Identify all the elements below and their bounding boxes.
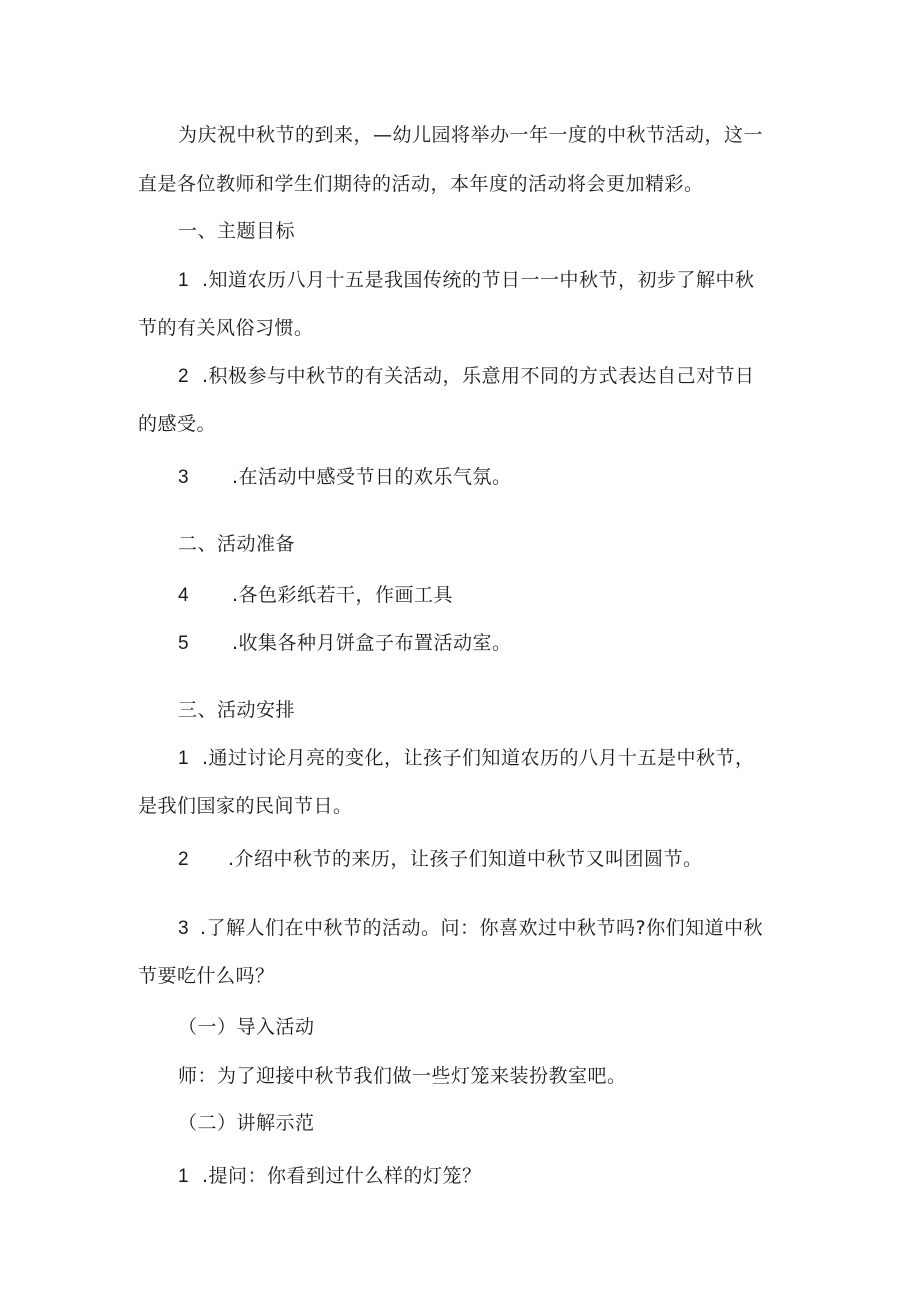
- demo-item-1-text: .提问：你看到过什么样的灯笼？: [202, 1165, 482, 1187]
- goal-item-1-line-1: [178, 268, 755, 293]
- goal-item-1-text: .知道农历八月十五是我国传统的节日一一中秋节，初步了解中秋: [202, 269, 755, 291]
- subheading-introduction: （一）导入活动: [178, 1016, 315, 1038]
- goal-item-1-line-2: 节的有关风俗习惯。: [138, 317, 314, 339]
- goal-item-2-line-1: [178, 364, 755, 389]
- goal-item-3-number: 3: [178, 467, 190, 488]
- intro-line-2: 直是各位教师和学生们期待的活动，本年度的活动将会更加精彩。: [138, 173, 704, 195]
- goal-item-2-text: .积极参与中秋节的有关活动，乐意用不同的方式表达自己对节日: [202, 365, 755, 387]
- goal-item-3: [178, 465, 512, 490]
- section-heading-goals: 一、主题目标: [178, 220, 296, 242]
- section-heading-preparation: 二、活动准备: [178, 533, 296, 555]
- arrange-item-2: [178, 847, 703, 872]
- arrange-item-2-number: 2: [178, 849, 190, 870]
- arrange-item-3-text: .了解人们在中秋节的活动。问：你喜欢过中秋节吗?你们知道中秋: [200, 917, 764, 939]
- prep-item-4-number: 4: [178, 585, 190, 606]
- arrange-item-1-text: .通过讨论月亮的变化，让孩子们知道农历的八月十五是中秋节，: [202, 747, 755, 769]
- subheading-demonstration: （二）讲解示范: [178, 1112, 315, 1134]
- prep-item-5: [178, 631, 512, 656]
- goal-item-2-number: 2: [178, 366, 190, 387]
- goal-item-3-text: .在活动中感受节日的欢乐气氛。: [232, 466, 512, 488]
- goal-item-1-number: 1: [178, 270, 190, 291]
- arrange-item-2-text: .介绍中秋节的来历，让孩子们知道中秋节又叫团圆节。: [228, 848, 703, 870]
- prep-item-5-text: .收集各种月饼盒子布置活动室。: [232, 632, 512, 654]
- intro-line-1: 为庆祝中秋节的到来，—幼儿园将举办一年一度的中秋节活动，这一: [178, 124, 764, 146]
- arrange-item-1-number: 1: [178, 748, 190, 769]
- demo-item-1: [178, 1164, 482, 1189]
- goal-item-2-line-2: 的感受。: [138, 413, 217, 435]
- section-heading-arrangement: 三、活动安排: [178, 699, 296, 721]
- arrange-item-1-line-2: 是我们国家的民间节日。: [138, 795, 353, 817]
- arrange-item-3-line-1: [178, 916, 763, 941]
- teacher-line: 师：为了迎接中秋节我们做一些灯笼来装扮教室吧。: [178, 1065, 627, 1087]
- prep-item-4: [178, 583, 453, 608]
- arrange-item-3-line-2: 节要吃什么吗？: [138, 965, 275, 987]
- arrange-item-1-line-1: [178, 746, 755, 771]
- demo-item-1-number: 1: [178, 1166, 190, 1187]
- arrange-item-3-number: 3: [178, 918, 190, 939]
- prep-item-5-number: 5: [178, 633, 190, 654]
- prep-item-4-text: .各色彩纸若干，作画工具: [232, 584, 454, 606]
